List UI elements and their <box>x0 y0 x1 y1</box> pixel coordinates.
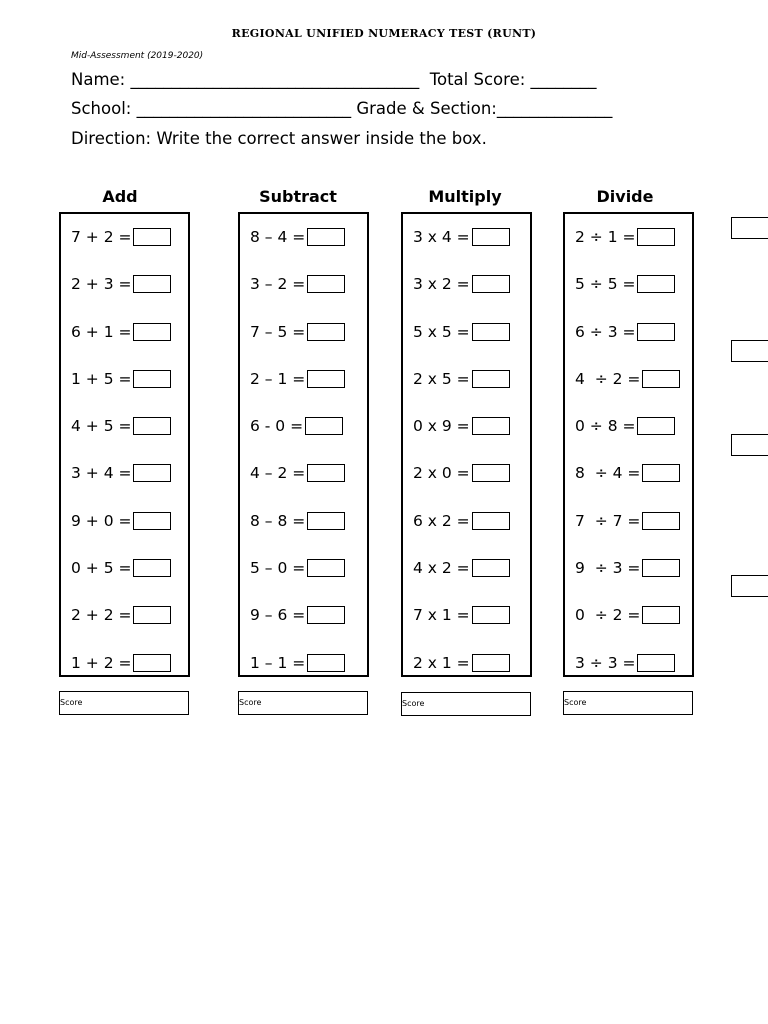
answer-box[interactable] <box>642 606 680 624</box>
problem-row <box>565 274 692 294</box>
problem-row <box>240 369 367 389</box>
problem-equation: 1 + 2 = <box>71 654 132 672</box>
problem-equation: 8 – 4 = <box>250 228 306 246</box>
divide-heading: Divide <box>596 187 654 206</box>
problem-equation: 3 x 2 = <box>413 275 470 293</box>
answer-box[interactable] <box>472 370 510 388</box>
problem-row <box>565 511 692 531</box>
add-heading: Add <box>102 187 138 206</box>
answer-box[interactable] <box>307 275 345 293</box>
subtract-problems-box <box>238 212 369 677</box>
problem-equation: 5 x 5 = <box>413 323 470 341</box>
problem-row <box>240 227 367 247</box>
problem-row <box>61 463 188 483</box>
problem-equation: 5 – 0 = <box>250 559 306 577</box>
problem-row <box>61 369 188 389</box>
problem-equation: 8 ÷ 4 = <box>575 464 641 482</box>
answer-box[interactable] <box>637 417 675 435</box>
problem-equation: 3 + 4 = <box>71 464 132 482</box>
answer-box[interactable] <box>133 512 171 530</box>
answer-box[interactable] <box>307 370 345 388</box>
problem-equation: 6 - 0 = <box>250 417 304 435</box>
problem-equation: 8 – 8 = <box>250 512 306 530</box>
answer-box[interactable] <box>642 512 680 530</box>
problem-equation: 0 ÷ 2 = <box>575 606 641 624</box>
problem-row <box>403 558 530 578</box>
problem-row <box>61 227 188 247</box>
answer-box[interactable] <box>472 606 510 624</box>
problem-row <box>240 274 367 294</box>
answer-box[interactable] <box>472 417 510 435</box>
problem-row <box>240 416 367 436</box>
problem-equation: 0 x 9 = <box>413 417 470 435</box>
problem-equation: 2 x 5 = <box>413 370 470 388</box>
name-total-score-line[interactable]: Name: ___________________________________ Total Score: ________ <box>71 70 597 89</box>
problem-equation: 1 – 1 = <box>250 654 306 672</box>
problem-equation: 6 + 1 = <box>71 323 132 341</box>
test-title: REGIONAL UNIFIED NUMERACY TEST (RUNT) <box>231 27 537 40</box>
answer-box[interactable] <box>133 275 171 293</box>
problem-equation: 2 x 0 = <box>413 464 470 482</box>
problem-equation: 9 ÷ 3 = <box>575 559 641 577</box>
answer-box[interactable] <box>472 464 510 482</box>
problem-row <box>565 416 692 436</box>
answer-box[interactable] <box>642 370 680 388</box>
answer-box[interactable] <box>642 464 680 482</box>
problem-equation: 7 – 5 = <box>250 323 306 341</box>
problem-equation: 2 ÷ 1 = <box>575 228 636 246</box>
answer-box[interactable] <box>307 464 345 482</box>
answer-box-partial[interactable] <box>731 434 768 456</box>
problem-row <box>61 653 188 673</box>
problem-equation: 3 – 2 = <box>250 275 306 293</box>
answer-box[interactable] <box>133 370 171 388</box>
problem-equation: 1 + 5 = <box>71 370 132 388</box>
answer-box[interactable] <box>307 512 345 530</box>
problem-row <box>403 227 530 247</box>
answer-box-partial[interactable] <box>731 340 768 362</box>
add-problems-box <box>59 212 190 677</box>
school-grade-section-line[interactable]: School: __________________________ Grade & Section:______________ <box>71 99 613 118</box>
answer-box-partial[interactable] <box>731 575 768 597</box>
answer-box[interactable] <box>642 559 680 577</box>
answer-box[interactable] <box>307 323 345 341</box>
problem-row <box>403 463 530 483</box>
problem-row <box>240 322 367 342</box>
problem-equation: 2 + 2 = <box>71 606 132 624</box>
answer-box[interactable] <box>472 512 510 530</box>
answer-box[interactable] <box>133 464 171 482</box>
answer-box[interactable] <box>133 228 171 246</box>
problem-row <box>61 416 188 436</box>
problem-row <box>403 511 530 531</box>
problem-equation: 7 ÷ 7 = <box>575 512 641 530</box>
answer-box[interactable] <box>637 228 675 246</box>
problem-row <box>403 322 530 342</box>
answer-box[interactable] <box>472 275 510 293</box>
problem-equation: 2 + 3 = <box>71 275 132 293</box>
subtract-heading: Subtract <box>259 187 337 206</box>
answer-box[interactable] <box>307 559 345 577</box>
problem-row <box>565 558 692 578</box>
problem-row <box>403 369 530 389</box>
problem-equation: 2 x 1 = <box>413 654 470 672</box>
answer-box[interactable] <box>133 323 171 341</box>
problem-equation: 6 x 2 = <box>413 512 470 530</box>
problem-equation: 9 – 6 = <box>250 606 306 624</box>
problem-equation: 5 ÷ 5 = <box>575 275 636 293</box>
problem-row <box>61 274 188 294</box>
problem-row <box>403 605 530 625</box>
direction-text: Direction: Write the correct answer inside the box. <box>71 129 487 148</box>
problem-row <box>61 322 188 342</box>
problem-row <box>240 653 367 673</box>
problem-equation: 3 ÷ 3 = <box>575 654 636 672</box>
problem-row <box>565 322 692 342</box>
problem-row <box>565 605 692 625</box>
answer-box[interactable] <box>133 559 171 577</box>
subtract-score-box[interactable]: Score <box>238 691 368 715</box>
problem-row <box>565 653 692 673</box>
answer-box[interactable] <box>637 275 675 293</box>
answer-box-partial[interactable] <box>731 217 768 239</box>
problem-row <box>240 605 367 625</box>
problem-equation: 2 – 1 = <box>250 370 306 388</box>
answer-box[interactable] <box>133 417 171 435</box>
answer-box[interactable] <box>305 417 343 435</box>
problem-row <box>403 416 530 436</box>
problem-equation: 7 + 2 = <box>71 228 132 246</box>
answer-box[interactable] <box>637 654 675 672</box>
problem-equation: 4 x 2 = <box>413 559 470 577</box>
answer-box[interactable] <box>133 654 171 672</box>
answer-box[interactable] <box>133 606 171 624</box>
answer-box[interactable] <box>472 323 510 341</box>
problem-row <box>565 463 692 483</box>
multiply-score-box[interactable]: Score <box>401 692 531 716</box>
problem-row <box>61 558 188 578</box>
answer-box[interactable] <box>307 228 345 246</box>
problem-equation: 7 x 1 = <box>413 606 470 624</box>
problem-row <box>61 511 188 531</box>
answer-box[interactable] <box>472 559 510 577</box>
answer-box[interactable] <box>472 228 510 246</box>
answer-box[interactable] <box>307 606 345 624</box>
assessment-subtitle: Mid-Assessment (2019-2020) <box>71 51 204 61</box>
problem-equation: 4 – 2 = <box>250 464 306 482</box>
divide-problems-box <box>563 212 694 677</box>
answer-box[interactable] <box>637 323 675 341</box>
problem-row <box>240 463 367 483</box>
problem-equation: 4 + 5 = <box>71 417 132 435</box>
problem-row <box>565 369 692 389</box>
problem-equation: 9 + 0 = <box>71 512 132 530</box>
problem-row <box>240 511 367 531</box>
problem-row <box>403 274 530 294</box>
answer-box[interactable] <box>472 654 510 672</box>
problem-row <box>565 227 692 247</box>
answer-box[interactable] <box>307 654 345 672</box>
problem-equation: 3 x 4 = <box>413 228 470 246</box>
problem-row <box>240 558 367 578</box>
problem-equation: 0 + 5 = <box>71 559 132 577</box>
multiply-problems-box <box>401 212 532 677</box>
problem-row <box>403 653 530 673</box>
divide-score-box[interactable]: Score <box>563 691 693 715</box>
problem-row <box>61 605 188 625</box>
multiply-heading: Multiply <box>428 187 502 206</box>
problem-equation: 4 ÷ 2 = <box>575 370 641 388</box>
problem-equation: 0 ÷ 8 = <box>575 417 636 435</box>
add-score-box[interactable]: Score <box>59 691 189 715</box>
problem-equation: 6 ÷ 3 = <box>575 323 636 341</box>
